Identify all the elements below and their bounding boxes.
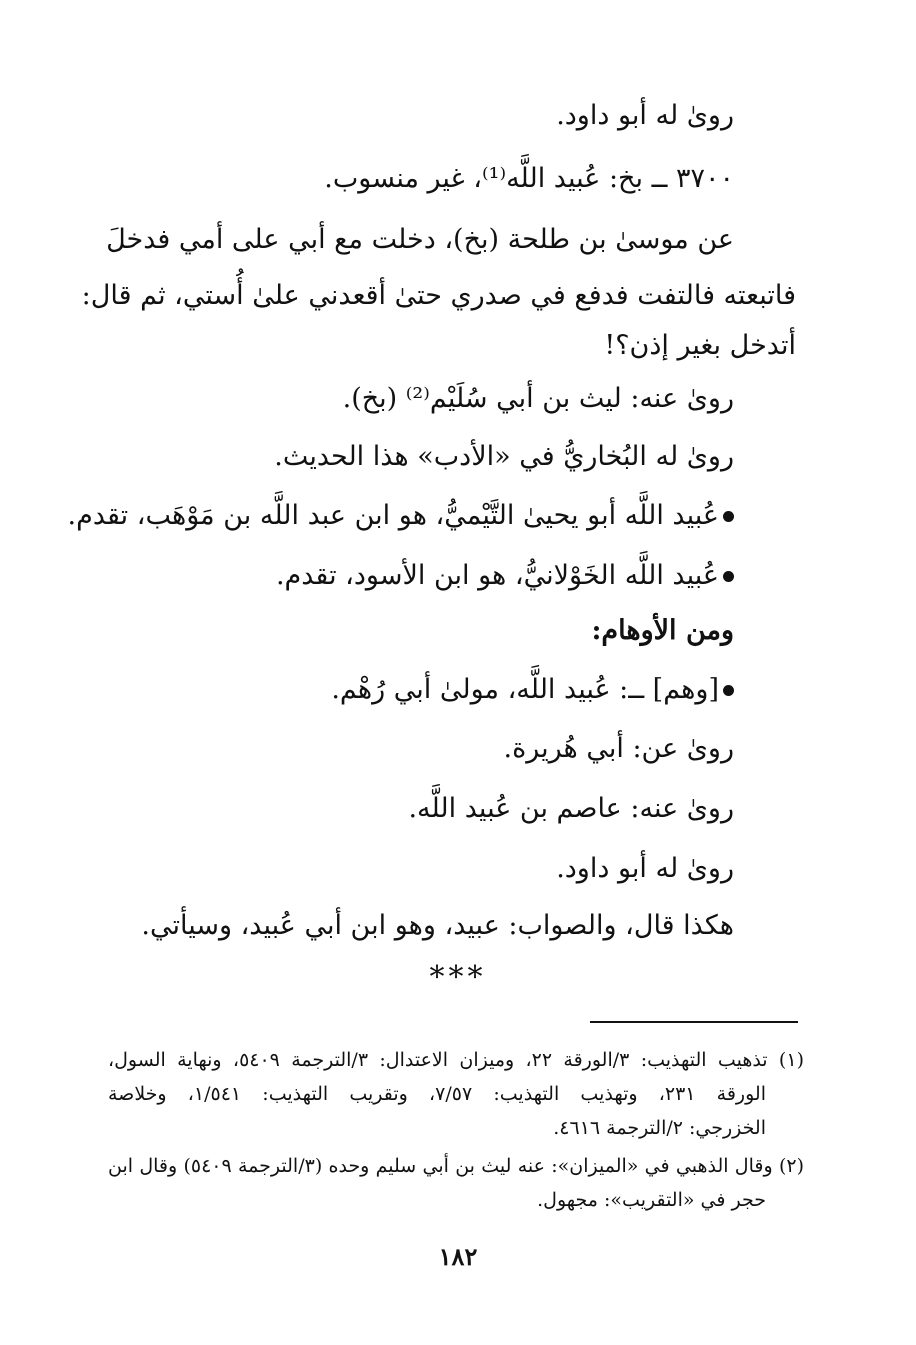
footnote-line: حجر في «التقريب»: مجهول. [537, 1189, 766, 1211]
bullet-icon [723, 685, 734, 696]
footnote-line: الورقة ٢٣١، وتهذيب التهذيب: ٧/٥٧، وتقريب التهذيب: ١/٥٤١، وخلاصة [108, 1083, 766, 1105]
text-line: رویٰ له البُخاريُّ في «الأدب» هذا الحديث. [274, 441, 734, 472]
bullet-text: [وهم] ــ: عُبيد اللَّه، مولىٰ أبي رُهْم. [331, 674, 719, 705]
text-line: فاتبعته فالتفت فدفع في صدري حتىٰ أقعدني علىٰ أُستي، ثم قال: [81, 280, 796, 311]
text-line: رویٰ عن: أبي هُريرة. [503, 733, 734, 764]
bullet-icon [723, 511, 734, 522]
bullet-line [68, 496, 734, 536]
text-line: هكذا قال، والصواب: عبيد، وهو ابن أبي عُبيد، وسيأتي. [141, 910, 734, 941]
bullet-line [331, 670, 734, 710]
text-line: عن موسىٰ بن طلحة (بخ)، دخلت مع أبي على أمي فدخلَ [106, 224, 734, 255]
text-line: رویٰ له أبو داود. [556, 853, 734, 884]
text-line: رویٰ عنه: ليث بن أبي سُلَيْم⁽²⁾ (بخ). [342, 383, 734, 414]
section-separator: *** [429, 960, 487, 995]
entry-heading: ٣٧٠٠ ــ بخ: عُبيد اللَّه⁽¹⁾، غير منسوب. [324, 163, 734, 194]
bullet-icon [723, 571, 734, 582]
bullet-line [276, 556, 734, 596]
bullet-text: عُبيد اللَّه أبو يحيىٰ التَّيْميُّ، هو ابن عبد اللَّه بن مَوْهَب، تقدم. [67, 500, 719, 531]
section-heading: ومن الأوهام: [591, 615, 734, 646]
footnote-line: الخزرجي: ٢/الترجمة ٤٦١٦. [553, 1117, 766, 1139]
page-number: ١٨٢ [438, 1242, 478, 1271]
footnote-line: (١) تذهيب التهذيب: ٣/الورقة ٢٢، وميزان الاعتدال: ٣/الترجمة ٥٤٠٩، ونهاية السول، [108, 1049, 804, 1071]
text-line: رویٰ له أبو داود. [556, 100, 734, 131]
text-line: أتدخل بغير إذن؟! [604, 330, 796, 361]
text-line: رویٰ عنه: عاصم بن عُبيد اللَّه. [408, 793, 734, 824]
footnote-divider [590, 1021, 798, 1023]
bullet-text: عُبيد اللَّه الخَوْلانيُّ، هو ابن الأسود، تقدم. [275, 560, 719, 591]
footnote-line: (٢) وقال الذهبي في «الميزان»: عنه ليث بن أبي سليم وحده (٣/الترجمة ٥٤٠٩) وقال ابن [108, 1155, 804, 1177]
